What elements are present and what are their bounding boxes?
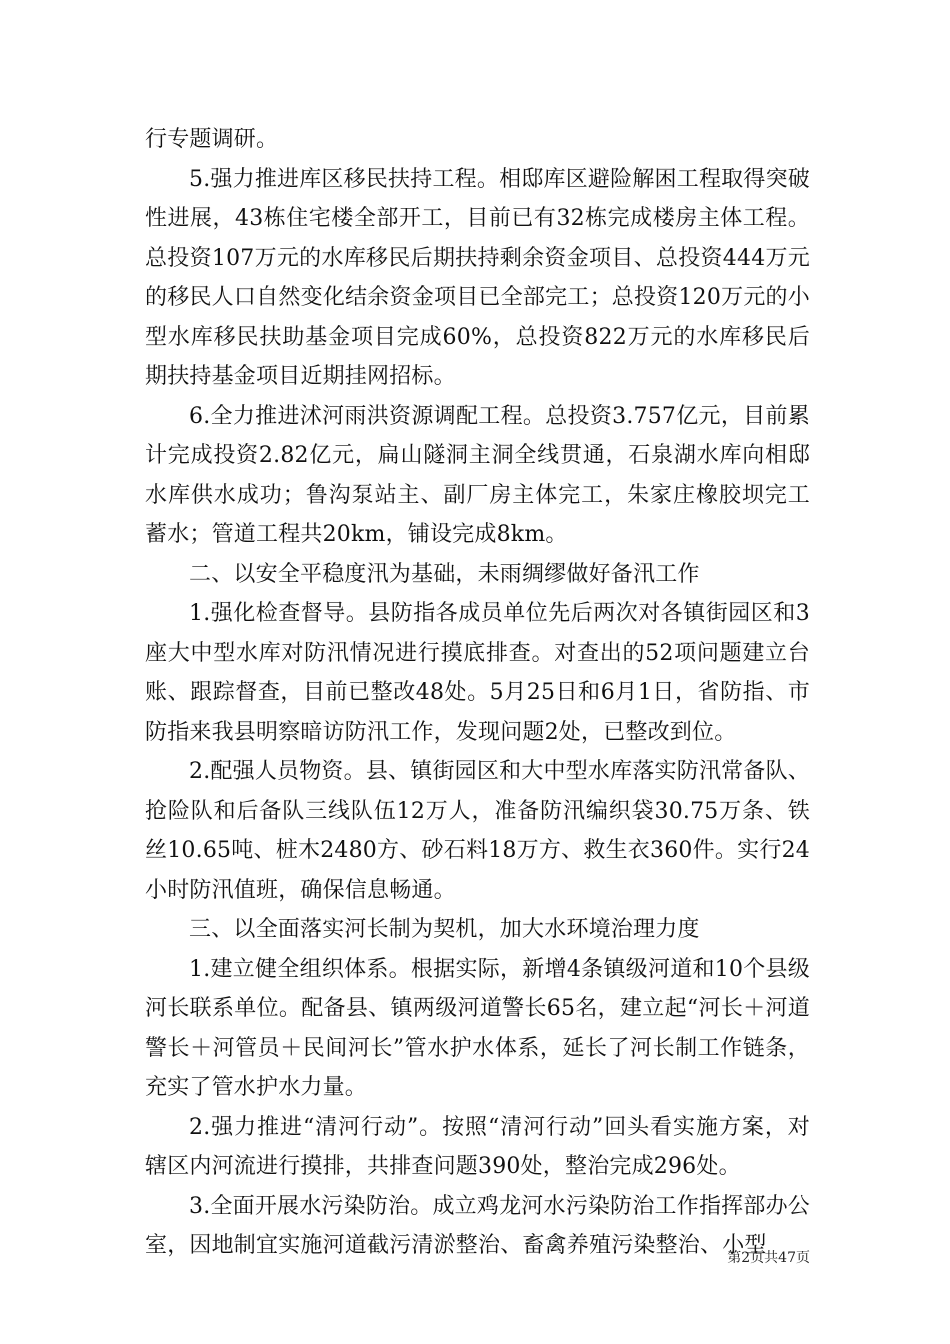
paragraph-reservoir-resettlement: 5.强力推进库区移民扶持工程。相邸库区避险解困工程取得突破性进展，43栋住宅楼全部开工，目前已有32栋完成楼房主体工程。总投资107万元的水库移民后期扶持剩余资金项目、总投资444万元的移民人口自然变化结余资金项目已全部完工；总投资120万元的小型水库移民扶助基金项目完成60%，总投资822万元的水库移民后期扶持基金项目近期挂网招标。 [145,166,810,389]
paragraph-shuhe-flood-resources: 6.全力推进沭河雨洪资源调配工程。总投资3.757亿元，目前累计完成投资2.82亿元，扁山隧洞主洞全线贯通，石泉湖水库向相邸水库供水成功；鲁沟泵站主、副厂房主体完工，朱家庄橡胶坝完工蓄水；管道工程共20km，铺设完成8km。 [145,403,810,547]
paragraph-inspection-supervision: 1.强化检查督导。县防指各成员单位先后两次对各镇街园区和3座大中型水库对防汛情况进行摸底排查。对查出的52项问题建立台账、跟踪督查，目前已整改48处。5月25日和6月1日，省防指、市防指来我县明察暗访防汛工作，发现问题2处，已整改到位。 [145,601,810,745]
document-body [145,120,810,1266]
paragraph-water-pollution: 3.全面开展水污染防治。成立鸡龙河水污染防治工作指挥部办公室，因地制宜实施河道截污清淤整治、畜禽养殖污染整治、小型 [145,1193,810,1258]
paragraph-clean-river-action: 2.强力推进“清河行动”。按照“清河行动”回头看实施方案，对辖区内河流进行摸排，共排查问题390处，整治完成296处。 [145,1114,810,1179]
paragraph-organization-system: 1.建立健全组织体系。根据实际，新增4条镇级河道和10个县级河长联系单位。配备县、镇两级河道警长65名，建立起“河长＋河道警长＋河管员＋民间河长”管水护水体系，延长了河长制工作链条，充实了管水护水力量。 [145,956,810,1100]
paragraph-continuation: 行专题调研。 [145,127,279,152]
section-heading-river-chief: 三、以全面落实河长制为契机，加大水环境治理力度 [189,917,700,942]
page-number-footer: 第2页共47页 [727,1250,810,1266]
paragraph-personnel-materials: 2.配强人员物资。县、镇街园区和大中型水库落实防汛常备队、抢险队和后备队三线队伍12万人，准备防汛编织袋30.75万条、铁丝10.65吨、桩木2480方、砂石料18万方、救生衣360件。实行24小时防汛值班，确保信息畅通。 [145,759,810,903]
section-heading-flood-prevention: 二、以安全平稳度汛为基础，未雨绸缪做好备汛工作 [189,561,700,587]
